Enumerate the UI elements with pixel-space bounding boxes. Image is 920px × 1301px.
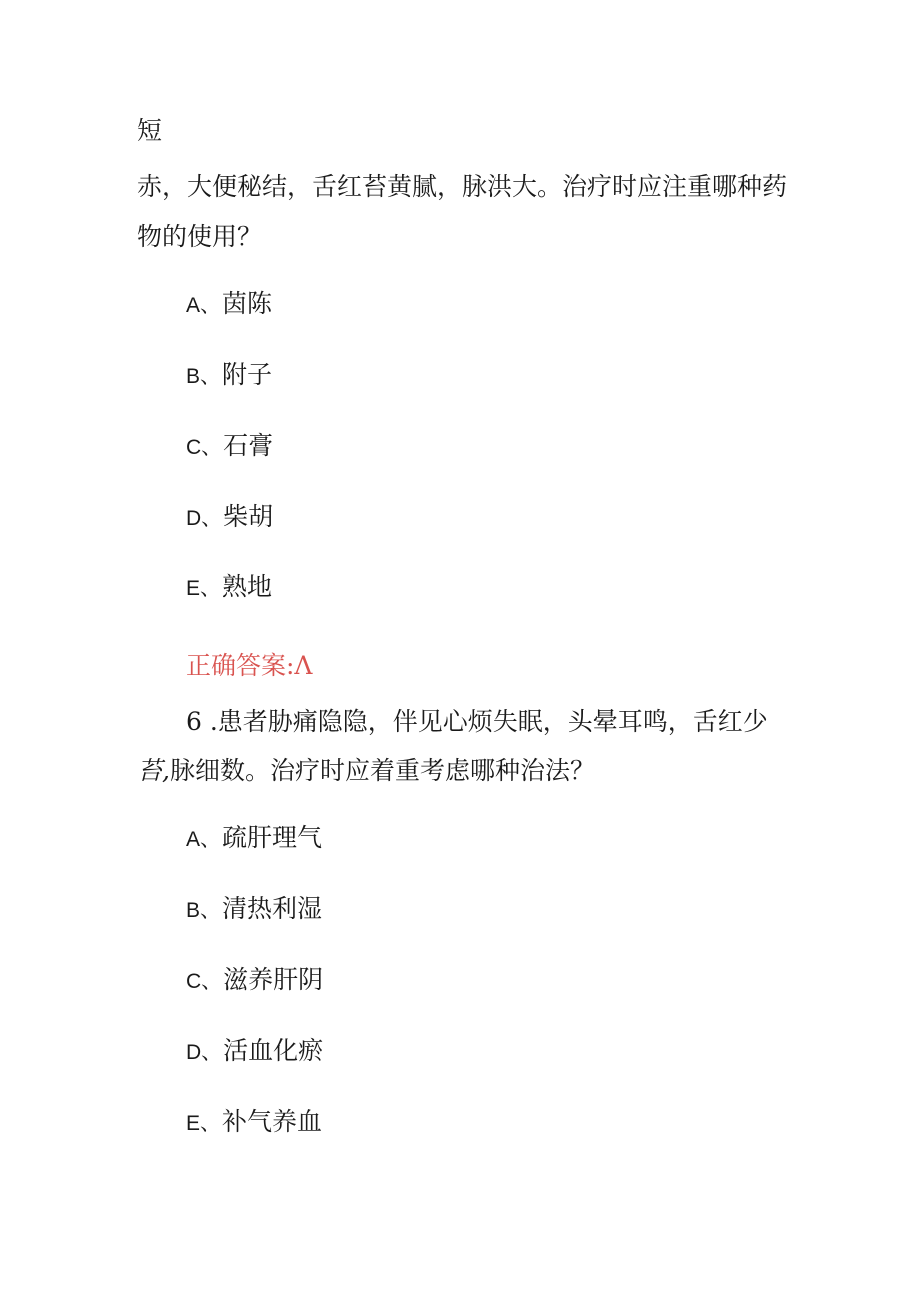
option-c: [186, 965, 323, 997]
question-fragment: 短: [137, 116, 163, 145]
option-text: 茵陈: [222, 289, 273, 318]
option-a: [186, 289, 272, 321]
option-text: 柴胡: [223, 502, 274, 531]
correct-answer: 正确答案:Λ: [186, 651, 313, 680]
option-letter: D、: [186, 507, 223, 530]
question-text-line: [137, 756, 595, 786]
option-d: [186, 502, 273, 534]
question-text-italic: 苔,: [137, 756, 170, 785]
option-text: 石膏: [223, 431, 274, 460]
option-text: 滋养肝阴: [223, 965, 324, 994]
option-b: [186, 894, 322, 926]
option-letter: C、: [186, 970, 223, 993]
option-letter: C、: [186, 436, 223, 459]
option-letter: A、: [186, 828, 222, 851]
option-letter: E、: [186, 577, 222, 600]
option-text: 补气养血: [222, 1107, 323, 1136]
option-e: [186, 1107, 322, 1139]
option-letter: A、: [186, 294, 222, 317]
question-text-line: 6 .患者胁痛隐隐，伴见心烦失眠，头晕耳鸣，舌红少: [186, 707, 768, 736]
option-e: [186, 572, 272, 604]
option-text: 附子: [222, 360, 273, 389]
question-text-line: 物的使用？: [137, 222, 263, 251]
option-c: [186, 431, 273, 463]
option-text: 熟地: [222, 572, 273, 601]
option-letter: E、: [186, 1112, 222, 1135]
option-b: [186, 360, 272, 392]
question-text-rest: 脉细数。治疗时应着重考虑哪种治法？: [169, 756, 595, 785]
option-text: 疏肝理气: [222, 823, 323, 852]
option-d: [186, 1036, 323, 1068]
question-text-line: 赤，大便秘结，舌红苔黄腻，脉洪大。治疗时应注重哪种药: [137, 172, 788, 201]
option-letter: D、: [186, 1041, 223, 1064]
option-letter: B、: [186, 899, 222, 922]
option-a: [186, 823, 322, 855]
option-text: 清热利湿: [222, 894, 323, 923]
option-text: 活血化瘀: [223, 1036, 324, 1065]
option-letter: B、: [186, 365, 222, 388]
